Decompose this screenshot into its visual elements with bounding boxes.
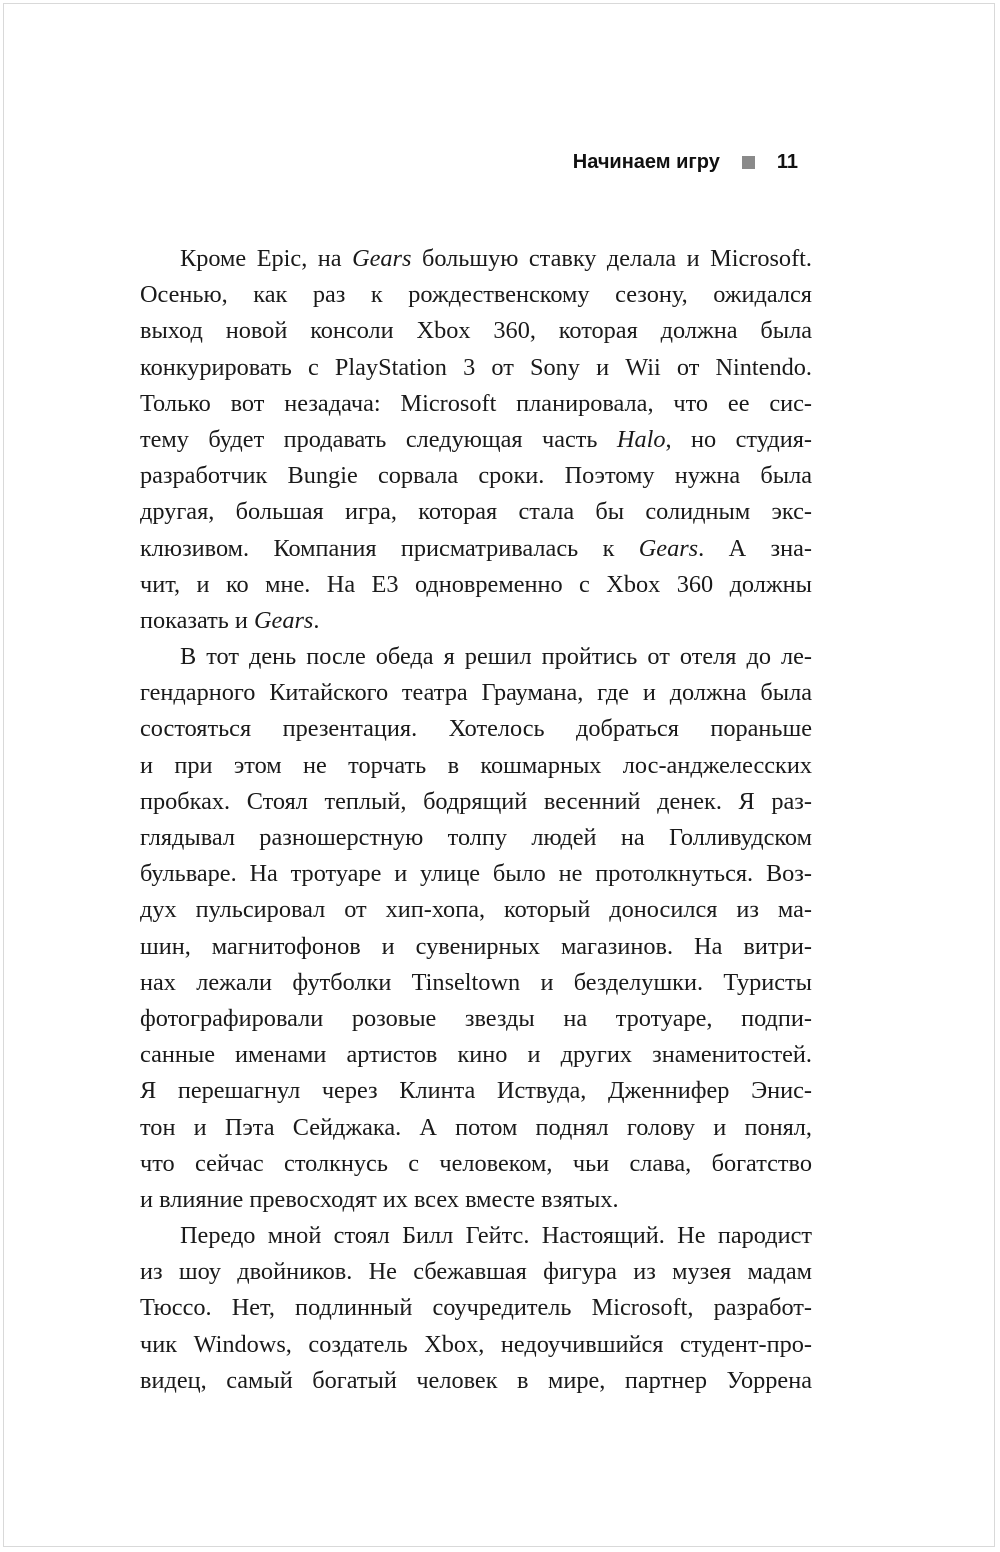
text-line: глядывал разношерстную толпу людей на Голливудском [140, 824, 812, 851]
text-line: В тот день после обеда я решил пройтись от отеля до ле- [180, 643, 812, 671]
text-line: разработчик Bungie сорвала сроки. Поэтому нужна была [140, 462, 812, 490]
body-text [140, 241, 812, 1399]
text-line: выход новой консоли Xbox 360, которая должна была [140, 317, 812, 345]
text-line: из шоу двойников. Не сбежавшая фигура из музея мадам [140, 1258, 812, 1286]
text-line: видец, самый богатый человек в мире, партнер Уоррена [140, 1366, 812, 1394]
text-line: гендарного Китайского театра Граумана, где и должна была [140, 679, 812, 707]
text-line: пробках. Стоял теплый, бодрящий весенний денек. Я раз- [140, 787, 812, 815]
square-bullet-icon [742, 156, 755, 169]
running-head [573, 147, 798, 177]
text-line: шин, магнитофонов и сувенирных магазинов. На витри- [140, 932, 812, 960]
text-line: бульваре. На тротуаре и улице было не протолкнуться. Воз- [140, 860, 812, 888]
text-line: и при этом не торчать в кошмарных лос-анджелесских [140, 751, 812, 779]
text-line: дух пульсировал от хип-хопа, который доносился из ма- [140, 896, 812, 924]
text-line: Только вот незадача: Microsoft планировала, что ее сис- [140, 389, 812, 417]
text-line: санные именами артистов кино и других знаменитостей. [140, 1041, 812, 1069]
text-line: Осенью, как раз к рождественскому сезону, ожидался [140, 281, 812, 309]
text-line: чит, и ко мне. На E3 одновременно с Xbox 360 должны [140, 570, 812, 598]
text-line: и влияние превосходят их всех вместе взятых. [140, 1185, 619, 1213]
book-page [3, 3, 995, 1547]
text-line: другая, большая игра, которая стала бы солидным экс- [140, 498, 812, 526]
text-line: нах лежали футболки Tinseltown и безделушки. Туристы [140, 968, 812, 996]
text-line: показать и Gears. [140, 606, 320, 634]
text-line: тон и Пэта Сейджака. А потом поднял голову и понял, [140, 1113, 812, 1141]
text-line: что сейчас столкнусь с человеком, чьи слава, богатство [140, 1149, 812, 1177]
text-line: чик Windows, создатель Xbox, недоучившийся студент-про- [140, 1330, 812, 1358]
chapter-title: Начинаем игру [572, 150, 720, 173]
text-line: клюзивом. Компания присматривалась к Gears. А зна- [140, 534, 812, 562]
text-line: тему будет продавать следующая часть Halo, но студия- [140, 425, 812, 453]
text-line: Тюссо. Нет, подлинный соучредитель Microsoft, разработ- [140, 1294, 812, 1322]
text-line: конкурировать с PlayStation 3 от Sony и Wii от Nintendo. [140, 353, 812, 381]
text-line: Я перешагнул через Клинта Иствуда, Дженнифер Энис- [140, 1077, 812, 1105]
text-line: Кроме Epic, на Gears большую ставку делала и Microsoft. [180, 245, 812, 272]
text-line: фотографировали розовые звезды на тротуаре, подпи- [140, 1004, 812, 1032]
page-number: 11 [776, 150, 798, 173]
text-line: Передо мной стоял Билл Гейтс. Настоящий. Не пародист [180, 1222, 812, 1250]
text-line: состояться презентация. Хотелось добраться пораньше [140, 715, 812, 743]
